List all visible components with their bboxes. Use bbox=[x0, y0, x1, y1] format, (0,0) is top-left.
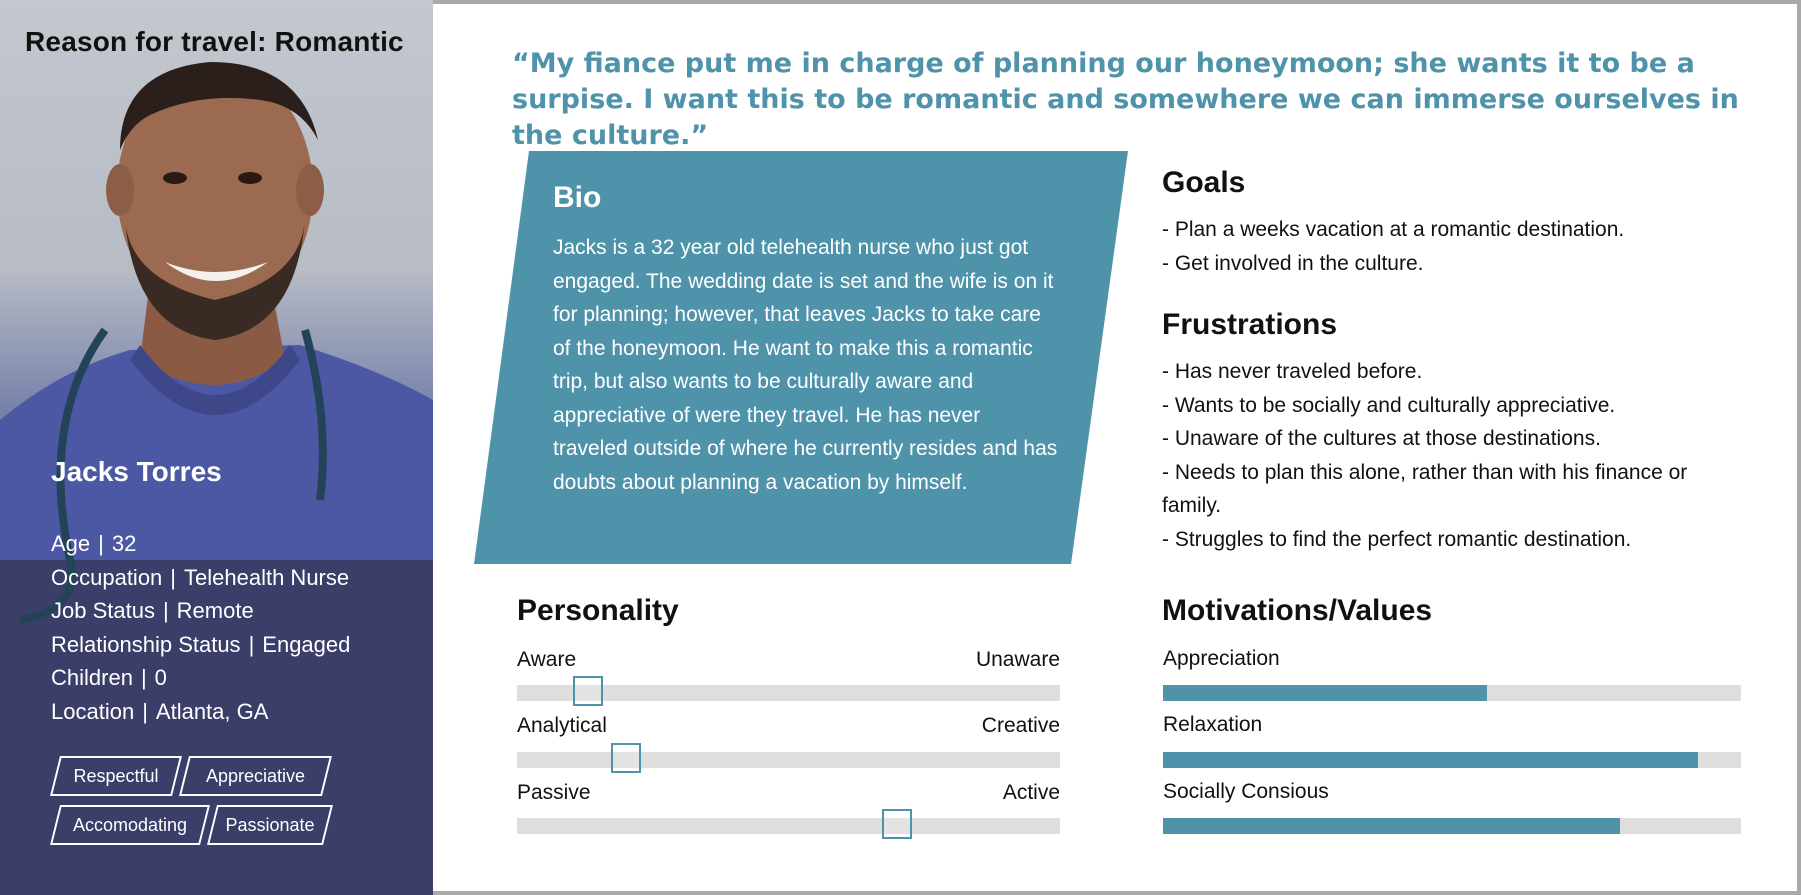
frustration-item: - Wants to be socially and culturally appreciative. bbox=[1162, 393, 1616, 417]
scale-right-label: Creative bbox=[981, 714, 1060, 737]
tag-passionate bbox=[212, 805, 328, 845]
info-separator: | bbox=[142, 698, 148, 724]
goal-item: - Get involved in the culture. bbox=[1162, 251, 1424, 275]
scale-right-label: Active bbox=[1002, 781, 1060, 804]
personality-slider-aware-unaware[interactable] bbox=[517, 685, 1060, 701]
info-separator: | bbox=[162, 598, 169, 623]
info-label: Occupation bbox=[51, 564, 163, 590]
tag-label: Appreciative bbox=[205, 765, 306, 786]
info-separator: | bbox=[248, 631, 255, 657]
scale-left-label: Analytical bbox=[517, 714, 607, 737]
frustrations-title: Frustrations bbox=[1162, 308, 1338, 341]
info-job-status bbox=[51, 594, 350, 628]
info-occupation bbox=[51, 561, 350, 595]
slider-thumb[interactable] bbox=[573, 676, 603, 706]
goal-item: - Plan a weeks vacation at a romantic destination. bbox=[1162, 218, 1625, 241]
scale-left-label: Passive bbox=[517, 781, 591, 804]
persona-quote: “My fiance put me in charge of planning our honeymoon; she wants it to be a surpise. I want this to be romantic and somewhere we can immerse ourselves in the culture.” bbox=[512, 48, 1739, 151]
info-label: Age bbox=[51, 531, 91, 556]
bio-text: Jacks is a 32 year old telehealth nurse who just got engaged. The wedding date is set and the wife is on it for planning; however, that leaves Jacks to take care of the honeymoon. He want to make this a romantic trip, but also wants to be culturally aware and appreciative of were they travel. He has never traveled outside of where he currently resides and has doubts about planning a vacation by himself. bbox=[553, 236, 1058, 494]
persona-name: Jacks Torres bbox=[51, 456, 222, 487]
scale-right-label: Unaware bbox=[975, 648, 1060, 671]
persona-panel bbox=[0, 0, 433, 895]
motivations-title: Motivations/Values bbox=[1162, 594, 1433, 627]
personality-title: Personality bbox=[517, 594, 679, 627]
motivation-bar-appreciation bbox=[1163, 685, 1741, 701]
info-value: Telehealth Nurse bbox=[184, 564, 350, 590]
frustration-item: - Has never traveled before. bbox=[1162, 360, 1423, 383]
motivation-bar-fill bbox=[1163, 752, 1698, 768]
motivation-bar-fill bbox=[1163, 685, 1487, 701]
info-location bbox=[51, 695, 350, 729]
info-value: 0 bbox=[154, 665, 167, 690]
motivation-label: Socially Consious bbox=[1163, 780, 1329, 803]
frustration-item: - Struggles to find the perfect romantic destination. bbox=[1162, 527, 1632, 551]
personality-slider-passive-active[interactable] bbox=[517, 818, 1060, 834]
info-label: Relationship Status bbox=[51, 631, 241, 657]
tag-appreciative bbox=[184, 756, 327, 796]
bio-title: Bio bbox=[553, 181, 602, 214]
personality-slider-analytical-creative[interactable] bbox=[517, 752, 1060, 768]
info-label: Location bbox=[51, 698, 135, 724]
info-label: Job Status bbox=[51, 598, 155, 623]
info-label: Children bbox=[51, 665, 133, 690]
scale-left-label: Aware bbox=[517, 648, 577, 671]
tag-accomodating bbox=[55, 805, 205, 845]
frustration-item: - Needs to plan this alone, rather than with his finance or family. bbox=[1162, 460, 1688, 517]
info-age bbox=[51, 527, 350, 561]
info-value: 32 bbox=[111, 531, 137, 556]
slider-thumb[interactable] bbox=[611, 743, 641, 773]
tag-label: Respectful bbox=[73, 765, 159, 786]
tag-respectful bbox=[55, 756, 177, 796]
motivation-bar-relaxation bbox=[1163, 752, 1741, 768]
motivation-bar-socially-conscious bbox=[1163, 818, 1741, 834]
motivation-label: Relaxation bbox=[1163, 713, 1263, 736]
motivation-bar-fill bbox=[1163, 818, 1620, 834]
persona-info-list bbox=[51, 527, 350, 728]
info-separator: | bbox=[140, 665, 147, 690]
motivation-label: Appreciation bbox=[1163, 647, 1280, 670]
goals-list bbox=[1162, 213, 1624, 280]
info-value: Atlanta, GA bbox=[155, 698, 269, 724]
tag-label: Accomodating bbox=[72, 814, 188, 835]
frustration-item: - Unaware of the cultures at those destinations. bbox=[1162, 427, 1601, 450]
info-children bbox=[51, 661, 350, 695]
frustrations-list bbox=[1162, 355, 1722, 556]
travel-reason-heading: Reason for travel: Romantic bbox=[25, 26, 404, 57]
info-relationship-status bbox=[51, 628, 350, 662]
info-value: Engaged bbox=[262, 631, 351, 657]
info-separator: | bbox=[98, 531, 104, 556]
info-value: Remote bbox=[176, 598, 254, 623]
tag-label: Passionate bbox=[225, 814, 315, 835]
info-separator: | bbox=[170, 564, 177, 590]
slider-thumb[interactable] bbox=[882, 809, 912, 839]
goals-title: Goals bbox=[1162, 166, 1246, 199]
